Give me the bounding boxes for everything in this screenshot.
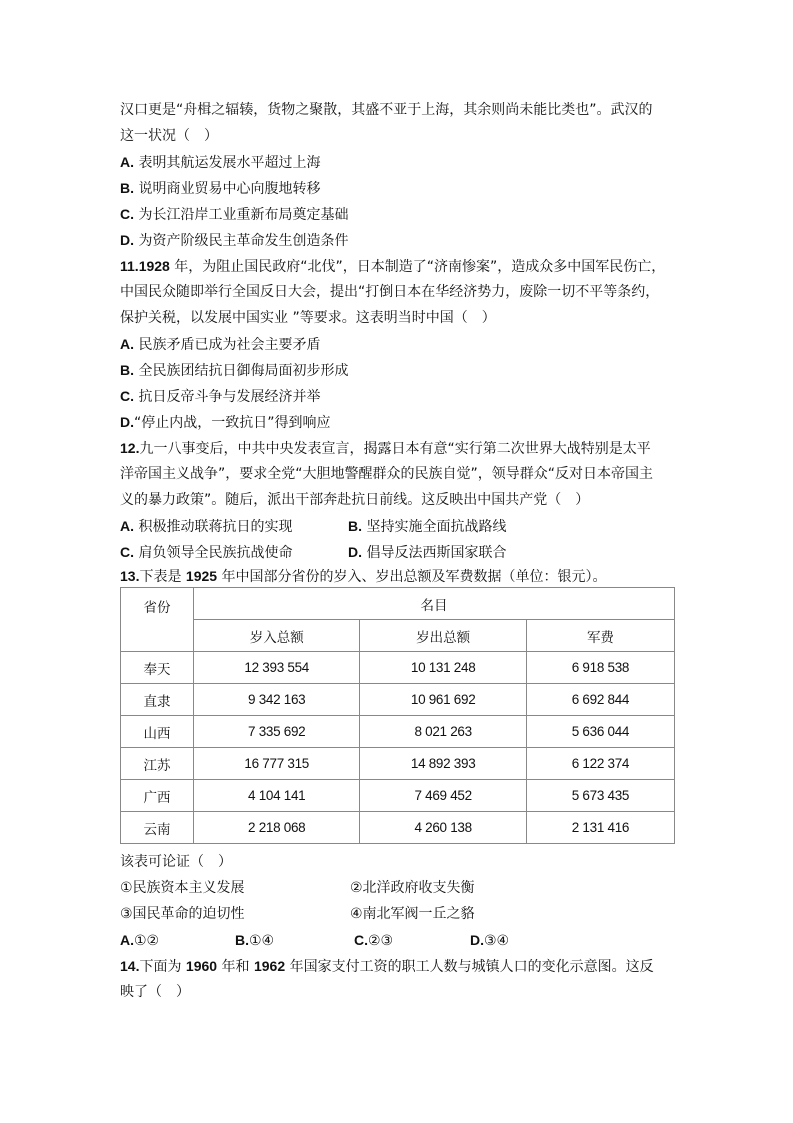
q12-option-b: B. 坚持实施全面抗战路线 (348, 518, 507, 535)
q14-stem-line: 映了（ ） (120, 984, 190, 1000)
q11-stem-line: 中国民众随即举行全国反日大会，提出“打倒日本在华经济势力，废除一切不平等条约， (120, 284, 660, 300)
table-row (121, 652, 675, 684)
q13-stem: 13.下表是 1925 年中国部分省份的岁入、岁出总额及军费数据（单位：银元）。 (120, 568, 607, 585)
q10-option-c: C. 为长江沿岸工业重新布局奠定基础 (120, 206, 349, 223)
expenditure-cell: 7 469 452 (360, 780, 526, 812)
q14-stem: 14.下面为 1960 年和 1962 年国家支付工资的职工人数与城镇人口的变化示意图。这反 (120, 958, 654, 975)
province-cell: 广西 (121, 780, 194, 812)
header-group: 名目 (194, 588, 675, 620)
q11-option-a: A. 民族矛盾已成为社会主要矛盾 (120, 336, 321, 353)
header-col: 军费 (526, 620, 674, 652)
q10-option-b: B. 说明商业贸易中心向腹地转移 (120, 180, 321, 197)
q13-option-c: C.②③ (354, 932, 394, 949)
q10-stem-line: 汉口更是“舟楫之辐辏，货物之聚散，其盛不亚于上海，其余则尚未能比类也”。武汉的 (120, 102, 653, 118)
q13-statement-4: ④南北军阀一丘之貉 (350, 906, 475, 922)
military-cell: 6 692 844 (526, 684, 674, 716)
q13-prompt: 该表可论证（ ） (120, 854, 232, 870)
q10-stem-line: 这一状况（ ） (120, 128, 218, 144)
table-row (121, 684, 675, 716)
q11-stem-line: 保护关税，以发展中国实业 ”等要求。这表明当时中国（ ） (120, 310, 496, 326)
table-row (121, 812, 675, 844)
province-cell: 江苏 (121, 748, 194, 780)
q12-option-a: A. 积极推动联蒋抗日的实现 (120, 518, 293, 535)
military-cell: 5 636 044 (526, 716, 674, 748)
q13-option-a: A.①② (120, 932, 160, 949)
q13-statement-2: ②北洋政府收支失衡 (350, 880, 475, 896)
revenue-cell: 9 342 163 (194, 684, 360, 716)
q11-option-c: C. 抗日反帝斗争与发展经济并举 (120, 388, 321, 405)
table-row (121, 716, 675, 748)
expenditure-cell: 4 260 138 (360, 812, 526, 844)
expenditure-cell: 10 131 248 (360, 652, 526, 684)
header-col: 岁出总额 (360, 620, 526, 652)
revenue-cell: 12 393 554 (194, 652, 360, 684)
revenue-cell: 4 104 141 (194, 780, 360, 812)
q12-stem-line: 12.九一八事变后，中共中央发表宣言，揭露日本有意“实行第二次世界大战特别是太平 (120, 440, 651, 457)
q11-option-b: B. 全民族团结抗日御侮局面初步形成 (120, 362, 349, 379)
military-cell: 6 918 538 (526, 652, 674, 684)
q12-stem-line: 洋帝国主义战争”，要求全党“大胆地警醒群众的民族自觉”，领导群众“反对日本帝国主 (120, 466, 654, 482)
expenditure-cell: 14 892 393 (360, 748, 526, 780)
header-province: 省份 (121, 588, 194, 652)
table-row (121, 748, 675, 780)
q13-option-b: B.①④ (235, 932, 275, 949)
q12-stem-line: 义的暴力政策”。随后，派出干部奔赴抗日前线。这反映出中国共产党（ ） (120, 492, 590, 508)
military-cell: 6 122 374 (526, 748, 674, 780)
revenue-cell: 2 218 068 (194, 812, 360, 844)
q13-statement-1: ①民族资本主义发展 (120, 880, 245, 896)
q11-option-d: D.“停止内战，一致抗日”得到响应 (120, 414, 331, 431)
expenditure-cell: 10 961 692 (360, 684, 526, 716)
military-cell: 2 131 416 (526, 812, 674, 844)
q12-option-d: D. 倡导反法西斯国家联合 (348, 544, 507, 561)
revenue-cell: 16 777 315 (194, 748, 360, 780)
revenue-cell: 7 335 692 (194, 716, 360, 748)
q13-statement-3: ③国民革命的迫切性 (120, 906, 245, 922)
province-cell: 奉天 (121, 652, 194, 684)
expenditure-cell: 8 021 263 (360, 716, 526, 748)
q10-option-a: A. 表明其航运发展水平超过上海 (120, 154, 321, 171)
province-cell: 云南 (121, 812, 194, 844)
q11-stem-line: 11.1928 年，为阻止国民政府“北伐”，日本制造了“济南惨案”，造成众多中国军民伤亡， (120, 258, 666, 275)
q12-option-c: C. 肩负领导全民族抗战使命 (120, 544, 293, 561)
q13-data-table (120, 587, 675, 844)
q13-option-d: D.③④ (470, 932, 510, 949)
province-cell: 山西 (121, 716, 194, 748)
q10-option-d: D. 为资产阶级民主革命发生创造条件 (120, 232, 349, 249)
table-row (121, 780, 675, 812)
province-cell: 直隶 (121, 684, 194, 716)
military-cell: 5 673 435 (526, 780, 674, 812)
header-col: 岁入总额 (194, 620, 360, 652)
